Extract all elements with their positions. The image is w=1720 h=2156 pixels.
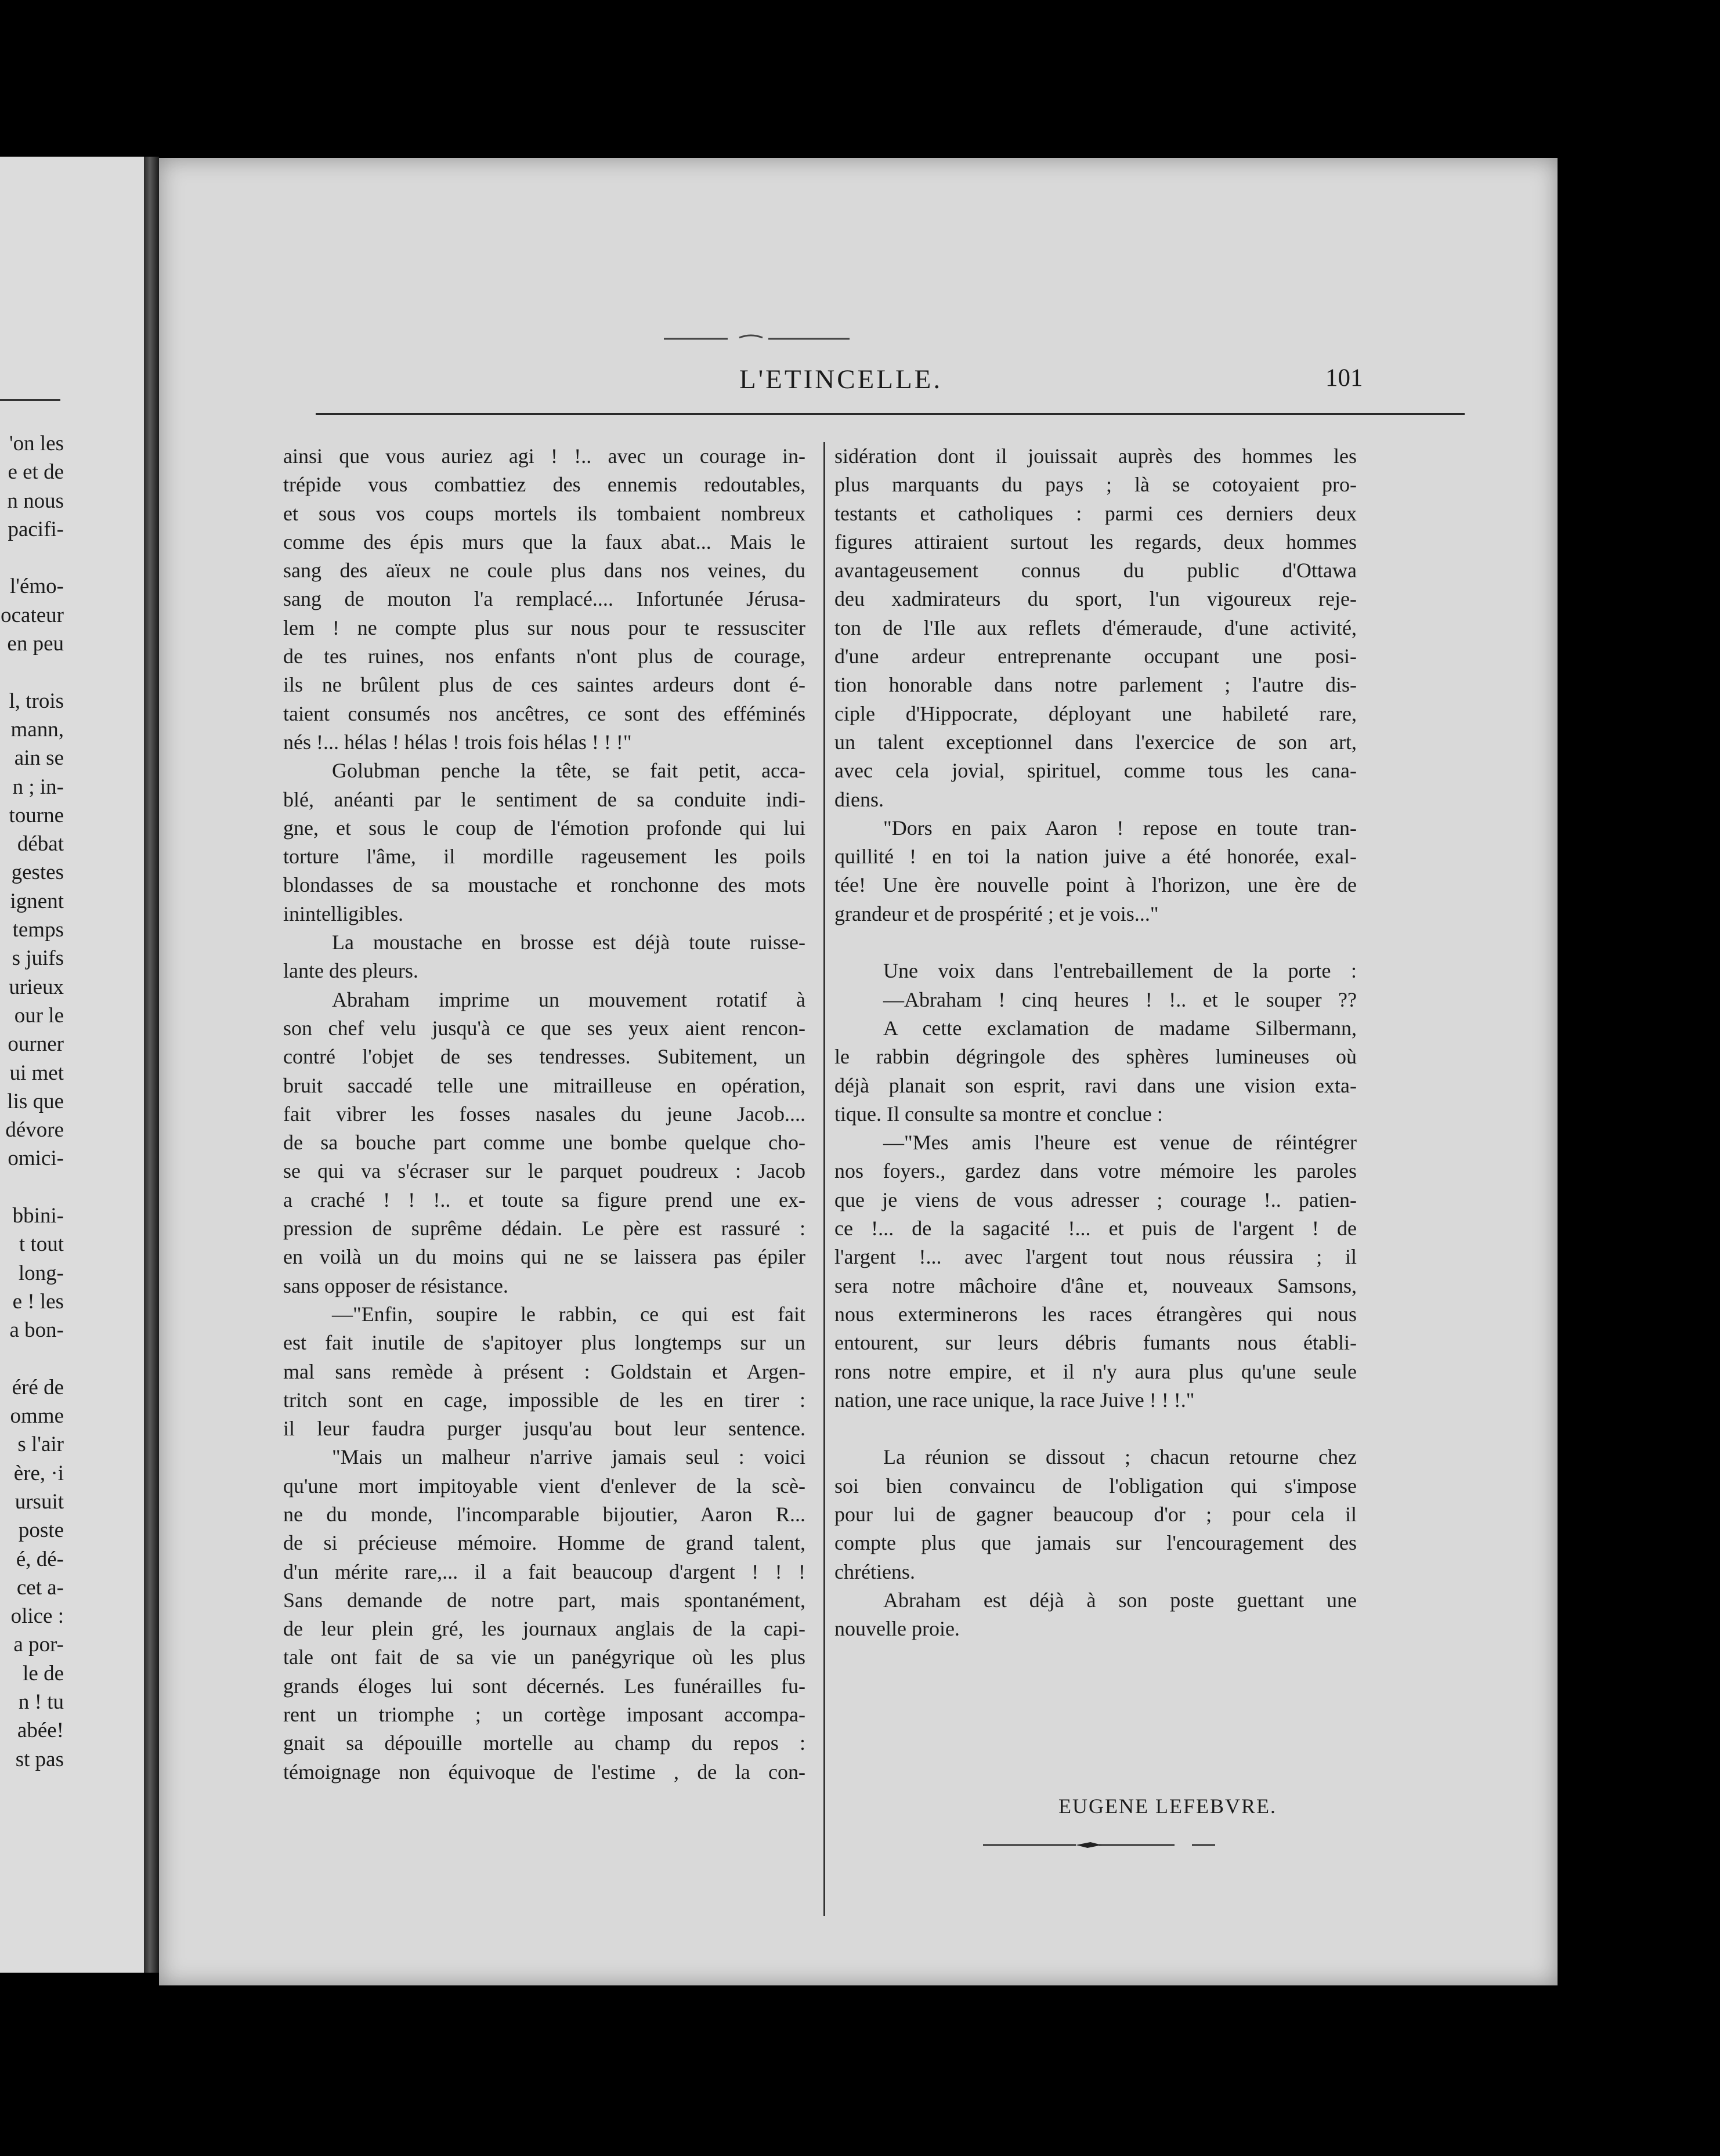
text-line: sera notre mâchoire d'âne et, nouveaux Samsons,	[834, 1274, 1357, 1297]
text-line: a craché ! ! !.. et toute sa figure prend une ex-	[283, 1188, 805, 1211]
text-line: comme des épis murs que la faux abat... Mais le	[283, 530, 805, 554]
text-line: trépide vous combattiez des ennemis redoutables,	[283, 473, 805, 497]
text-line: de leur plein gré, les journaux anglais de la capi-	[283, 1617, 805, 1641]
left-page-line: olice :	[10, 1604, 64, 1629]
left-page-line: poste	[18, 1518, 64, 1543]
text-line: en voilà un du moins qui ne se laissera pas épiler	[283, 1245, 805, 1269]
left-page-line: tourne	[9, 803, 64, 827]
text-line: et sous vos coups mortels ils tombaient nombreux	[283, 501, 805, 525]
text-line: pression de suprême dédain. Le père est rassuré :	[283, 1217, 805, 1240]
text-line: Abraham est déjà à son poste guettant une	[883, 1588, 1357, 1612]
text-line: gne, et sous le coup de l'émotion profonde qui lui	[283, 816, 805, 840]
text-line: plus marquants du pays ; là se cotoyaient pro-	[834, 473, 1357, 497]
left-page-line: ignent	[10, 889, 64, 913]
text-line: ils ne brûlent plus de ces saintes ardeurs dont é-	[283, 673, 805, 697]
text-line: chrétiens.	[834, 1560, 915, 1583]
text-line: tale ont fait de sa vie un panégyrique où les plus	[283, 1645, 805, 1669]
page-number: 101	[1325, 364, 1363, 392]
text-column-right	[834, 442, 1357, 1643]
book-gutter	[144, 157, 159, 1973]
text-line: d'une ardeur entreprenante occupant une posi-	[834, 645, 1357, 668]
text-line: "Dors en paix Aaron ! repose en toute tran-	[883, 816, 1357, 840]
text-line: de tes ruines, nos enfants n'ont plus de courage,	[283, 645, 805, 668]
text-line: lante des pleurs.	[283, 959, 418, 983]
left-page-line: t tout	[19, 1232, 64, 1257]
text-line: témoignage non équivoque de l'estime , de la con-	[283, 1760, 805, 1784]
left-page-line: ourner	[8, 1032, 64, 1057]
column-divider	[823, 442, 825, 1916]
text-line: tée! Une ère nouvelle point à l'horizon, une ère de	[834, 873, 1357, 897]
text-line: taient consumés nos ancêtres, ce sont des efféminés	[283, 701, 805, 725]
text-line: lem ! ne compte plus sur nous pour te ressusciter	[283, 616, 805, 639]
left-page-line: cet a-	[16, 1575, 64, 1600]
text-line: —"Enfin, soupire le rabbin, ce qui est fait	[332, 1302, 805, 1326]
left-page-line: ocateur	[1, 603, 64, 627]
text-line: Golubman penche la tête, se fait petit, acca-	[332, 759, 805, 783]
left-page-line: ursuit	[15, 1489, 64, 1514]
text-line: deu xadmirateurs du sport, l'un vigoureux reje-	[834, 587, 1357, 611]
text-line: tritch sont en cage, impossible de les en tirer :	[283, 1388, 805, 1412]
left-page-line: ui met	[9, 1061, 64, 1085]
text-line: le rabbin dégringole des sphères lumineuses où	[834, 1045, 1357, 1069]
text-line: ainsi que vous auriez agi ! !.. avec un courage in-	[283, 444, 805, 468]
text-line: tique. Il consulte sa montre et conclue :	[834, 1102, 1163, 1126]
text-line: rent un triomphe ; un cortège imposant accompa-	[283, 1703, 805, 1727]
text-line: déjà planait son esprit, ravi dans une vision exta-	[834, 1073, 1357, 1097]
text-line: pour lui de gagner beaucoup d'or ; pour cela il	[834, 1502, 1357, 1526]
left-page-line: n ! tu	[18, 1690, 64, 1714]
main-page	[159, 158, 1558, 1985]
text-line: "Mais un malheur n'arrive jamais seul : voici	[332, 1445, 805, 1469]
text-line: mal sans remède à présent : Goldstain et Argen-	[283, 1359, 805, 1383]
left-page-line	[1, 658, 64, 686]
header-ornament	[664, 332, 850, 343]
text-line: ciple d'Hippocrate, déployant une habileté rare,	[834, 701, 1357, 725]
text-line: tion honorable dans notre parlement ; l'autre dis-	[834, 673, 1357, 697]
end-ornament	[983, 1840, 1221, 1850]
text-line: sang des aïeux ne coule plus dans nos veines, du	[283, 559, 805, 583]
left-page-line: a por-	[13, 1633, 64, 1657]
text-line: fait vibrer les fosses nasales du jeune Jacob....	[283, 1102, 805, 1126]
text-line: soi bien convaincu de l'obligation qui s'impose	[834, 1474, 1357, 1497]
header-rule	[316, 413, 1465, 415]
left-page-line: l, trois	[9, 689, 64, 713]
left-page-line: urieux	[9, 975, 64, 999]
text-line: ce !... de la sagacité !... et puis de l'argent ! de	[834, 1217, 1357, 1240]
text-line: compte plus que jamais sur l'encouragement des	[834, 1531, 1357, 1555]
text-line: se qui va s'écraser sur le parquet poudreux : Jacob	[283, 1159, 805, 1183]
text-line: Sans demande de notre part, mais spontanément,	[283, 1588, 805, 1612]
text-line: sang de mouton l'a remplacé.... Infortunée Jérusa-	[283, 587, 805, 611]
text-line: —"Mes amis l'heure est venue de réintégrer	[883, 1131, 1357, 1155]
left-page-line: pacifi-	[8, 517, 64, 541]
left-page-line: é, dé-	[16, 1547, 64, 1571]
text-line: —Abraham ! cinq heures ! !.. et le souper ??	[883, 987, 1357, 1011]
left-page-line: n nous	[7, 489, 64, 513]
running-title: L'ETINCELLE.	[739, 364, 943, 395]
left-page-line: omici-	[8, 1146, 64, 1171]
left-page-line: en peu	[7, 632, 64, 656]
left-page-line: dévore	[5, 1118, 64, 1142]
text-line: nous exterminerons les races étrangères qui nous	[834, 1302, 1357, 1326]
left-page-line: our le	[14, 1003, 64, 1028]
left-page-line: s l'air	[17, 1432, 64, 1457]
text-line: ton de l'Ile aux reflets d'émeraude, d'une activité,	[834, 616, 1357, 639]
left-page-line: e et de	[8, 460, 64, 484]
author-signature: EUGENE LEFEBVRE.	[1058, 1795, 1277, 1818]
text-line: diens.	[834, 787, 884, 811]
left-page-line: temps	[12, 918, 64, 942]
left-page-line	[1, 1345, 64, 1373]
text-line: de si précieuse mémoire. Homme de grand talent,	[283, 1531, 805, 1555]
text-line: nation, une race unique, la race Juive ! ! !."	[834, 1388, 1195, 1412]
text-line	[834, 928, 1357, 957]
text-line: La moustache en brosse est déjà toute ruisse-	[332, 931, 805, 954]
text-line: grandeur et de prospérité ; et je vois..."	[834, 902, 1159, 925]
left-page-line: ère, ·i	[13, 1461, 64, 1485]
text-line: sans opposer de résistance.	[283, 1274, 508, 1297]
text-line: La réunion se dissout ; chacun retourne chez	[883, 1445, 1357, 1469]
text-column-left	[283, 442, 805, 1786]
left-page-line: gestes	[11, 860, 64, 885]
text-line: nés !... hélas ! hélas ! trois fois hélas ! ! !"	[283, 730, 632, 754]
left-page-line: ain se	[14, 746, 64, 770]
left-page-line: omme	[10, 1404, 64, 1428]
text-line: grands éloges lui sont décernés. Les funérailles fu-	[283, 1674, 805, 1698]
left-page-line: bbini-	[12, 1204, 64, 1228]
text-line: Une voix dans l'entrebaillement de la porte :	[883, 959, 1357, 983]
left-page-line: e ! les	[12, 1289, 64, 1314]
left-page-line	[1, 544, 64, 572]
left-page-line: st pas	[15, 1747, 64, 1771]
left-page-line: s juifs	[12, 946, 64, 971]
text-line: inintelligibles.	[283, 902, 403, 925]
left-page-line: a bon-	[9, 1318, 64, 1343]
text-line: l'argent !... avec l'argent tout nous réussira ; il	[834, 1245, 1357, 1269]
text-line: d'un mérite rare,... il a fait beaucoup d'argent ! ! !	[283, 1560, 805, 1583]
text-line: quillité ! en toi la nation juive a été honorée, exal-	[834, 845, 1357, 869]
text-line: gnait sa dépouille mortelle au champ du repos :	[283, 1731, 805, 1755]
text-line: testants et catholiques : parmi ces derniers deux	[834, 501, 1357, 525]
text-line: nouvelle proie.	[834, 1617, 960, 1641]
left-page-line: débat	[17, 832, 64, 856]
text-line	[834, 1415, 1357, 1443]
text-line: Abraham imprime un mouvement rotatif à	[332, 987, 805, 1011]
text-line: contré l'objet de ses tendresses. Subitement, un	[283, 1045, 805, 1069]
text-line: blondasses de sa moustache et ronchonne des mots	[283, 873, 805, 897]
text-line: il leur faudra purger jusqu'au bout leur sentence.	[283, 1417, 805, 1441]
left-page-line: abée!	[17, 1719, 64, 1743]
text-line: est fait inutile de s'apitoyer plus longtemps sur un	[283, 1331, 805, 1355]
left-page-line	[1, 1173, 64, 1202]
text-line: un talent exceptionnel dans l'exercice de son art,	[834, 730, 1357, 754]
text-line: entourent, sur leurs débris fumants nous établi-	[834, 1331, 1357, 1355]
text-line: rons notre empire, et il n'y aura plus qu'une seule	[834, 1359, 1357, 1383]
text-line: avec cela jovial, spirituel, comme tous les cana-	[834, 759, 1357, 783]
text-line: blé, anéanti par le sentiment de sa conduite indi-	[283, 787, 805, 811]
left-page-line: mann,	[10, 717, 64, 741]
left-page-text	[1, 429, 64, 1774]
text-line: avantageusement connus du public d'Ottawa	[834, 559, 1357, 583]
left-page-line: long-	[18, 1261, 64, 1285]
left-page-line: n ; in-	[12, 775, 64, 799]
text-line: torture l'âme, il mordille rageusement les poils	[283, 845, 805, 869]
left-page-line: éré de	[12, 1375, 64, 1399]
left-page-line: lis que	[7, 1089, 64, 1113]
text-line: nos foyers., gardez dans votre mémoire les paroles	[834, 1159, 1357, 1183]
left-page-fragment	[0, 157, 144, 1973]
text-line: que je viens de vous adresser ; courage !.. patien-	[834, 1188, 1357, 1211]
text-line: figures attiraient surtout les regards, deux hommes	[834, 530, 1357, 554]
text-line: A cette exclamation de madame Silbermann,	[883, 1016, 1357, 1040]
left-page-line: l'émo-	[10, 574, 64, 599]
left-page-line: le de	[23, 1661, 64, 1685]
text-line: qu'une mort impitoyable vient d'enlever de la scè-	[283, 1474, 805, 1497]
left-page-line: 'on les	[9, 432, 64, 455]
left-page-rule	[0, 399, 60, 401]
text-line: de sa bouche part comme une bombe quelque cho-	[283, 1131, 805, 1155]
text-line: son chef velu jusqu'à ce que ses yeux aient rencon-	[283, 1016, 805, 1040]
text-line: ne du monde, l'incomparable bijoutier, Aaron R...	[283, 1502, 805, 1526]
text-line: sidération dont il jouissait auprès des hommes les	[834, 444, 1357, 468]
text-line: bruit saccadé telle une mitrailleuse en opération,	[283, 1073, 805, 1097]
